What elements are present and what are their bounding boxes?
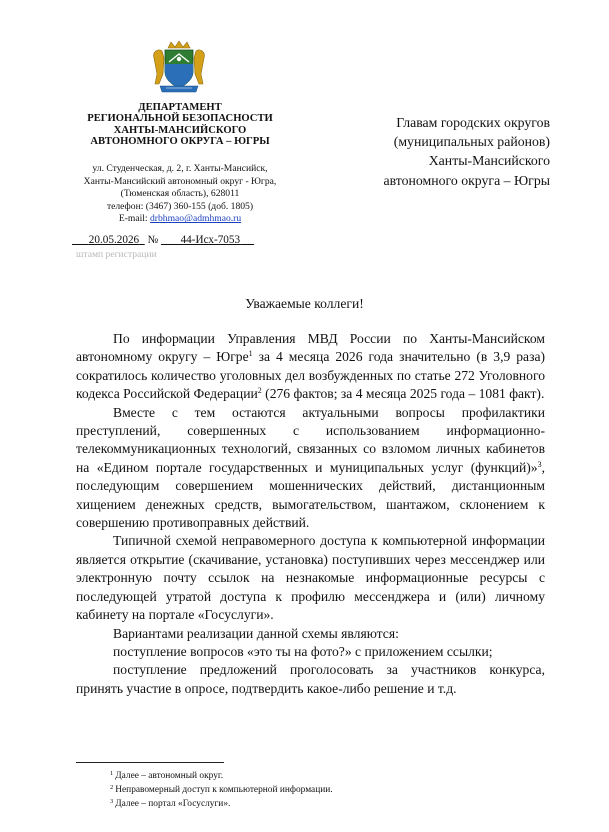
addressee-line: Ханты-Мансийского [428, 153, 550, 169]
email-label: E-mail: [118, 213, 150, 225]
footnote-divider [76, 762, 224, 763]
paragraph-3: Типичной схемой неправомерного доступа к компьютерной информации является открытие (скачивание, установка) поступивших через мессенджер или электронную почту ссылок на незнакомые информационные ресурсы с последующей утратой доступа к профилю мессенджера и (или) личному кабинету на портале «Госуслуги». [76, 533, 545, 623]
email-line [60, 213, 300, 226]
addressee-line: Главам городских округов [396, 115, 550, 130]
paragraph-2: Вместе с тем остаются актуальными вопросы профилактики преступлений, совершенных с использованием информационно-телекоммуникационных технологий, связанных со взломом личных кабинетов на «Едином портале государственных и муниципальных услуг (функций)»$^3$, последующим совершением мошеннических действий, дистанционным хищением денежных средств, вымогательством, шантажом, склонением к совершению противоправных действий. [76, 404, 545, 531]
reg-number-sign: № [147, 234, 159, 246]
footnote-ref: 2 [257, 386, 262, 396]
footnote-3: $^3$ Далее – портал «Госуслуги». [110, 798, 231, 809]
address-line: (Тюменская область), 628011 [120, 188, 240, 200]
email-link[interactable]: drbhmao@admhmao.ru [150, 213, 242, 225]
reg-date: 20.05.2026 [88, 234, 140, 246]
addressee-block [340, 113, 550, 190]
dept-line: РЕГИОНАЛЬНОЙ БЕЗОПАСНОСТИ [87, 113, 273, 125]
department-address [60, 163, 300, 226]
dept-line: ДЕПАРТАМЕНТ [138, 102, 222, 113]
letter-body [76, 330, 545, 698]
footnote-ref: 3 [537, 459, 542, 469]
dept-line: АВТОНОМНОГО ОКРУГА – ЮГРЫ [90, 136, 270, 148]
footnote-1: $^1$ Далее – автономный округ. [110, 770, 224, 781]
address-line: ул. Студенческая, д. 2, г. Ханты-Мансийск, [92, 163, 268, 174]
greeting: Уважаемые коллеги! [245, 296, 364, 311]
addressee-line: (муниципальных районов) [393, 134, 550, 150]
department-name [60, 102, 300, 148]
paragraph-4: Вариантами реализации данной схемы являются: [113, 625, 399, 641]
dept-line: ХАНТЫ-МАНСИЙСКОГО [113, 124, 247, 136]
addressee-line: автономного округа – Югры [383, 172, 550, 188]
paragraph-6: поступление предложений проголосовать за участников конкурса, принять участие в опросе, подтвердить какое-либо решение и т.д. [76, 662, 545, 696]
footnote-ref: 1 [248, 349, 253, 359]
footnotes [110, 769, 333, 811]
address-line: Ханты-Мансийский автономный округ - Югра, [83, 175, 277, 187]
footnote-2: $^2$ Неправомерный доступ к компьютерной информации. [110, 784, 333, 795]
paragraph-5: поступление вопросов «это ты на фото?» с приложением ссылки; [113, 643, 493, 659]
coat-of-arms-emblem [150, 40, 208, 96]
phone-line: телефон: (3467) 360-155 (доб. 1805) [106, 200, 254, 212]
registration-stamp-label: штамп регистрации [76, 249, 157, 260]
paragraph-1: По информации Управления МВД России по Ханты-Мансийском автономному округу – Югре$^1$ за 4 месяца 2026 года значительно (в 3,9 раза) сократилось количество уголовных дел возбужденных по статье 272 Уголовного кодекса Российской Федерации$^2$ (276 фактов; за 4 месяца 2025 года – 1081 факт). [76, 331, 546, 402]
registration-line [72, 234, 254, 246]
reg-number: 44-Исх-7053 [180, 234, 241, 246]
